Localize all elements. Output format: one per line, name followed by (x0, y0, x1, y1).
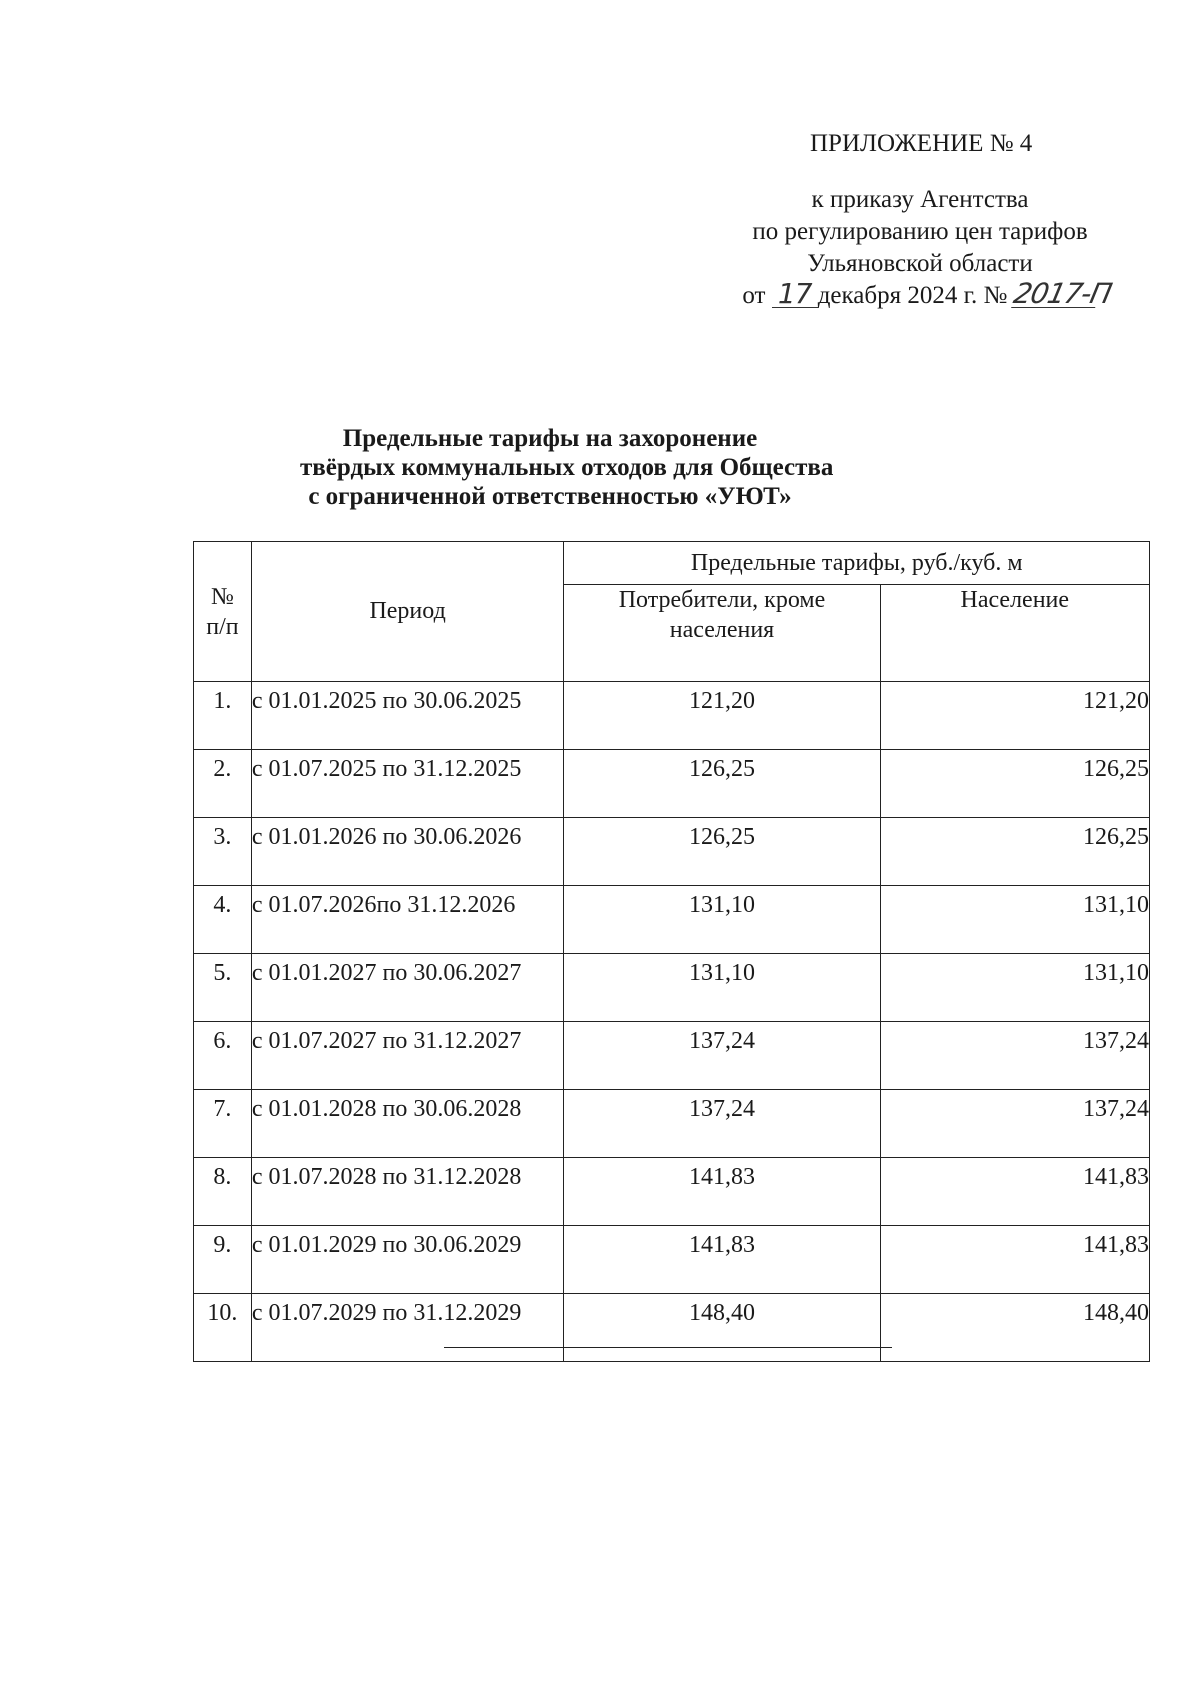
row-number: 5. (194, 954, 252, 1022)
header-number: № п/п (194, 542, 252, 682)
table-row (194, 1294, 1150, 1362)
closing-rule (444, 1347, 892, 1348)
order-middle: декабря 2024 г. № (817, 282, 1008, 309)
appendix-line-3: Ульяновской области (807, 250, 1033, 277)
table-row (194, 886, 1150, 954)
header-tariff-group: Предельные тарифы, руб./куб. м (564, 542, 1150, 585)
title-line-2: твёрдых коммунальных отходов для Общества (300, 454, 834, 481)
row-tariff-population: 141,83 (880, 1226, 1149, 1294)
row-tariff-consumers: 121,20 (564, 682, 880, 750)
header-consumers: Потребители, кроме населения (564, 585, 880, 682)
row-tariff-population: 137,24 (880, 1090, 1149, 1158)
row-tariff-population: 131,10 (880, 954, 1149, 1022)
row-tariff-population: 137,24 (880, 1022, 1149, 1090)
row-period: с 01.01.2027 по 30.06.2027 (251, 954, 564, 1022)
row-tariff-consumers: 131,10 (564, 886, 880, 954)
appendix-line-1: к приказу Агентства (811, 186, 1029, 213)
header-population: Население (880, 585, 1149, 682)
table-row (194, 1090, 1150, 1158)
table-row (194, 750, 1150, 818)
table-row (194, 1226, 1150, 1294)
row-period: с 01.07.2025 по 31.12.2025 (251, 750, 564, 818)
row-period: с 01.01.2029 по 30.06.2029 (251, 1226, 564, 1294)
header-period: Период (251, 542, 564, 682)
row-tariff-consumers: 126,25 (564, 818, 880, 886)
row-tariff-population: 126,25 (880, 818, 1149, 886)
row-tariff-population: 148,40 (880, 1294, 1149, 1362)
row-period: с 01.07.2029 по 31.12.2029 (251, 1294, 564, 1362)
row-tariff-population: 141,83 (880, 1158, 1149, 1226)
table-row (194, 1022, 1150, 1090)
row-tariff-consumers: 137,24 (564, 1022, 880, 1090)
appendix-line-2: по регулированию цен тарифов (752, 218, 1088, 245)
row-tariff-consumers: 141,83 (564, 1226, 880, 1294)
row-number: 8. (194, 1158, 252, 1226)
table-row (194, 954, 1150, 1022)
table-row (194, 818, 1150, 886)
row-number: 10. (194, 1294, 252, 1362)
row-number: 6. (194, 1022, 252, 1090)
table-header-row-1 (194, 542, 1150, 585)
appendix-title: ПРИЛОЖЕНИЕ № 4 (810, 130, 1033, 157)
title-line-1: Предельные тарифы на захоронение (342, 425, 758, 452)
row-tariff-consumers: 137,24 (564, 1090, 880, 1158)
row-tariff-consumers: 126,25 (564, 750, 880, 818)
row-period: с 01.07.2028 по 31.12.2028 (251, 1158, 564, 1226)
order-day-handwritten: 17 (772, 281, 818, 308)
row-number: 9. (194, 1226, 252, 1294)
row-period: с 01.07.2027 по 31.12.2027 (251, 1022, 564, 1090)
row-period: с 01.07.2026по 31.12.2026 (251, 886, 564, 954)
row-tariff-consumers: 148,40 (564, 1294, 880, 1362)
table-body (194, 682, 1150, 1362)
table-row (194, 682, 1150, 750)
tariff-table (193, 541, 1150, 1362)
row-number: 1. (194, 682, 252, 750)
document-title (300, 424, 834, 511)
row-number: 3. (194, 818, 252, 886)
row-period: с 01.01.2026 по 30.06.2026 (251, 818, 564, 886)
row-number: 2. (194, 750, 252, 818)
order-number-handwritten: 2017-П (1010, 277, 1114, 310)
appendix-header (700, 128, 1140, 312)
order-prefix: от (742, 282, 766, 309)
row-period: с 01.01.2028 по 30.06.2028 (251, 1090, 564, 1158)
row-tariff-population: 126,25 (880, 750, 1149, 818)
row-tariff-consumers: 141,83 (564, 1158, 880, 1226)
row-tariff-consumers: 131,10 (564, 954, 880, 1022)
row-tariff-population: 121,20 (880, 682, 1149, 750)
table-row (194, 1158, 1150, 1226)
row-number: 7. (194, 1090, 252, 1158)
row-tariff-population: 131,10 (880, 886, 1149, 954)
order-reference (700, 277, 1140, 312)
row-period: с 01.01.2025 по 30.06.2025 (251, 682, 564, 750)
title-line-3: с ограниченной ответственностью «УЮТ» (308, 483, 792, 510)
row-number: 4. (194, 886, 252, 954)
